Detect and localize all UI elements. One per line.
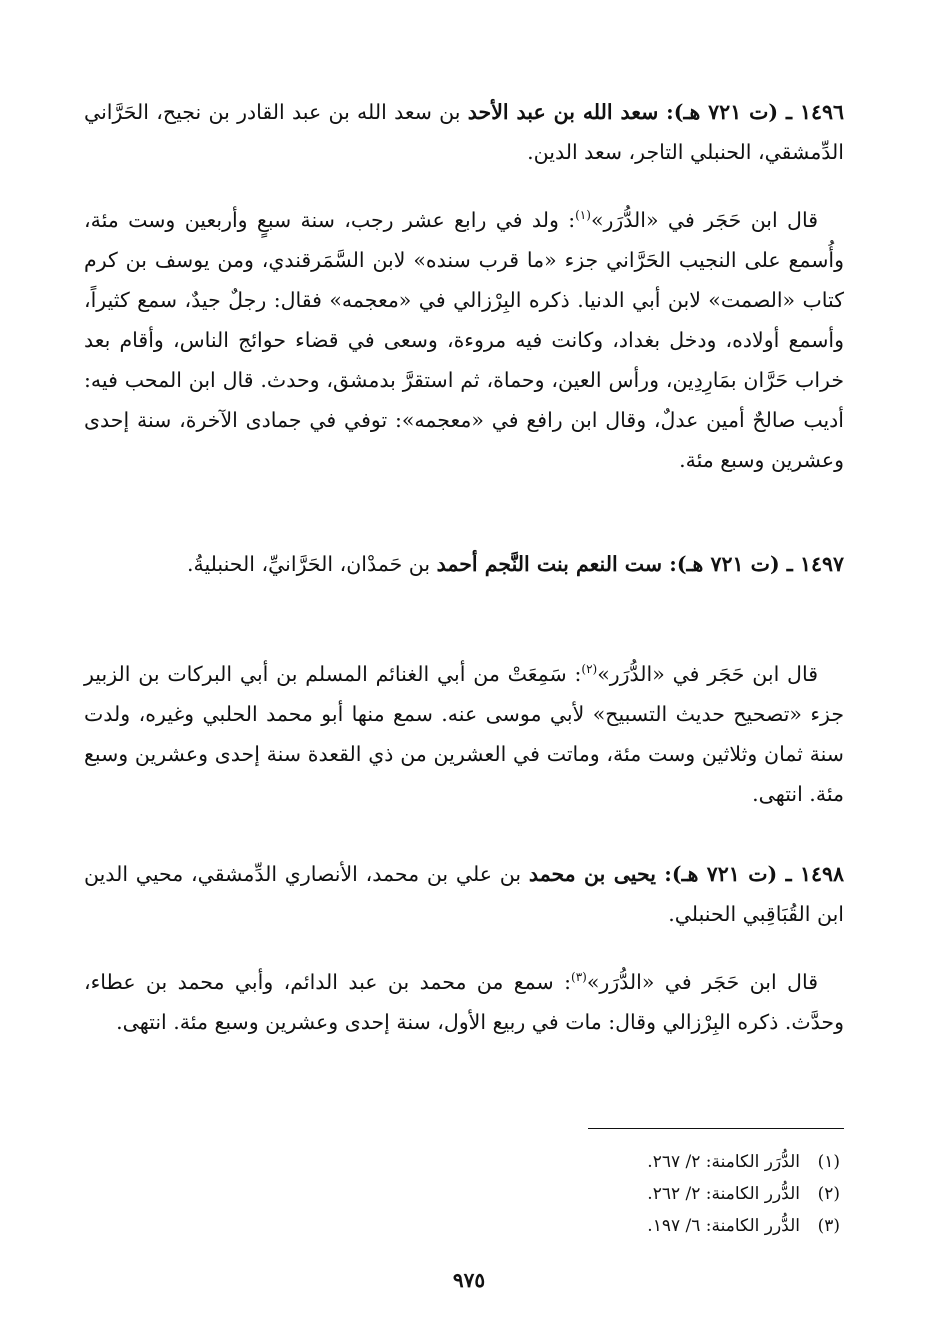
entry-heading: ١٤٩٦ ـ (ت ٧٢١ هـ): سعد الله بن عبد الأحد (467, 100, 844, 124)
quote-body: : ولد في رابع عشر رجب، سنة سبعٍ وأربعين وست مئة، وأُسمع على النجيب الحَرَّاني جزء «ما قرب سنده» لابن السَّمَرقندي، ومن يوسف بن كرم كتاب «الصمت» لابن أبي الدنيا. ذكره البِرْزالي في «معجمه» فقال: رجلٌ جيدٌ، سمع كثيراً، وأسمع أولاده، ودخل بغداد، وكانت فيه مروءة، وسعى في قضاء حوائج الناس، وأقام بعد خراب حَرَّان بمَارِدِين، ورأس العين، وحماة، ثم استقرَّ بدمشق، وحدث. قال ابن المحب فيه: أديب صالحٌ أمين عدلٌ، وقال ابن رافع في «معجمه»: توفي في جمادى الآخرة، سنة إحدى وعشرين وسبع مئة. (84, 208, 844, 472)
footnote-text: الدُّرر الكامنة: ٦/ ١٩٧. (647, 1216, 800, 1236)
footnote-ref[interactable]: (٣) (571, 970, 587, 985)
footnote-ref[interactable]: (١) (575, 208, 591, 223)
quote-intro: قال ابن حَجَر في «الدُّرَر» (597, 662, 819, 686)
footnote-ref[interactable]: (٢) (581, 662, 598, 677)
biography-entry-1498 (84, 854, 844, 934)
quote-body: : سَمِعَتْ من أبي الغنائم المسلم بن أبي البركات بن الزبير جزء «تصحيح حديث التسبيح» لأبي موسى عنه. سمع منها أبو محمد الحلبي وغيره، ولدت سنة ثمان وثلاثين وست مئة، وماتت في العشرين من ذي القعدة سنة إحدى وعشرين وسبع مئة. انتهى. (84, 662, 844, 806)
quote-intro: قال ابن حَجَر في «الدُّرَر» (586, 970, 818, 994)
footnote-text: الدُّرَر الكامنة: ٢/ ٢٦٧. (647, 1152, 800, 1172)
quote-body: : سمع من محمد بن عبد الدائم، وأبي محمد بن عطاء، وحدَّث. ذكره البِرْزالي وقال: مات في ربيع الأول، سنة إحدى وعشرين وسبع مئة. انتهى. (84, 970, 844, 1034)
entry-paragraph (84, 654, 844, 814)
footnote-number: (٣) (817, 1216, 840, 1236)
footnote-number: (٢) (817, 1184, 840, 1204)
footnote-item (560, 1146, 840, 1178)
entry-heading: ١٤٩٨ ـ (ت ٧٢١ هـ): يحيى بن محمد (528, 862, 844, 886)
footnote-divider (588, 1128, 844, 1129)
biography-entry-1497 (84, 544, 844, 584)
entry-lineage: بن علي بن محمد، الأنصاري الدِّمشقي، محيي الدين ابن القُبَاقِبي الحنبلي. (84, 862, 844, 926)
biography-entry-1496 (84, 92, 844, 172)
footnote-item (560, 1178, 840, 1210)
entry-lineage: بن سعد الله بن عبد القادر بن نجيح، الحَرَّاني الدِّمشقي، الحنبلي التاجر، سعد الدين. (84, 100, 844, 164)
footnote-text: الدُّرر الكامنة: ٢/ ٢٦٢. (647, 1184, 800, 1204)
footnotes (560, 1146, 840, 1242)
footnote-item (560, 1210, 840, 1242)
page-number: ٩٧٥ (452, 1268, 486, 1292)
quote-intro: قال ابن حَجَر في «الدُّرَر» (590, 208, 818, 232)
entry-paragraph (84, 962, 844, 1042)
footnote-number: (١) (817, 1152, 840, 1172)
entry-lineage: بن حَمدْان، الحَرَّانيِّ، الحنبليةُ. (186, 552, 437, 576)
entry-heading: ١٤٩٧ ـ (ت ٧٢١ هـ): ست النعم بنت النَّجم أحمد (436, 552, 844, 576)
entry-paragraph (84, 200, 844, 480)
